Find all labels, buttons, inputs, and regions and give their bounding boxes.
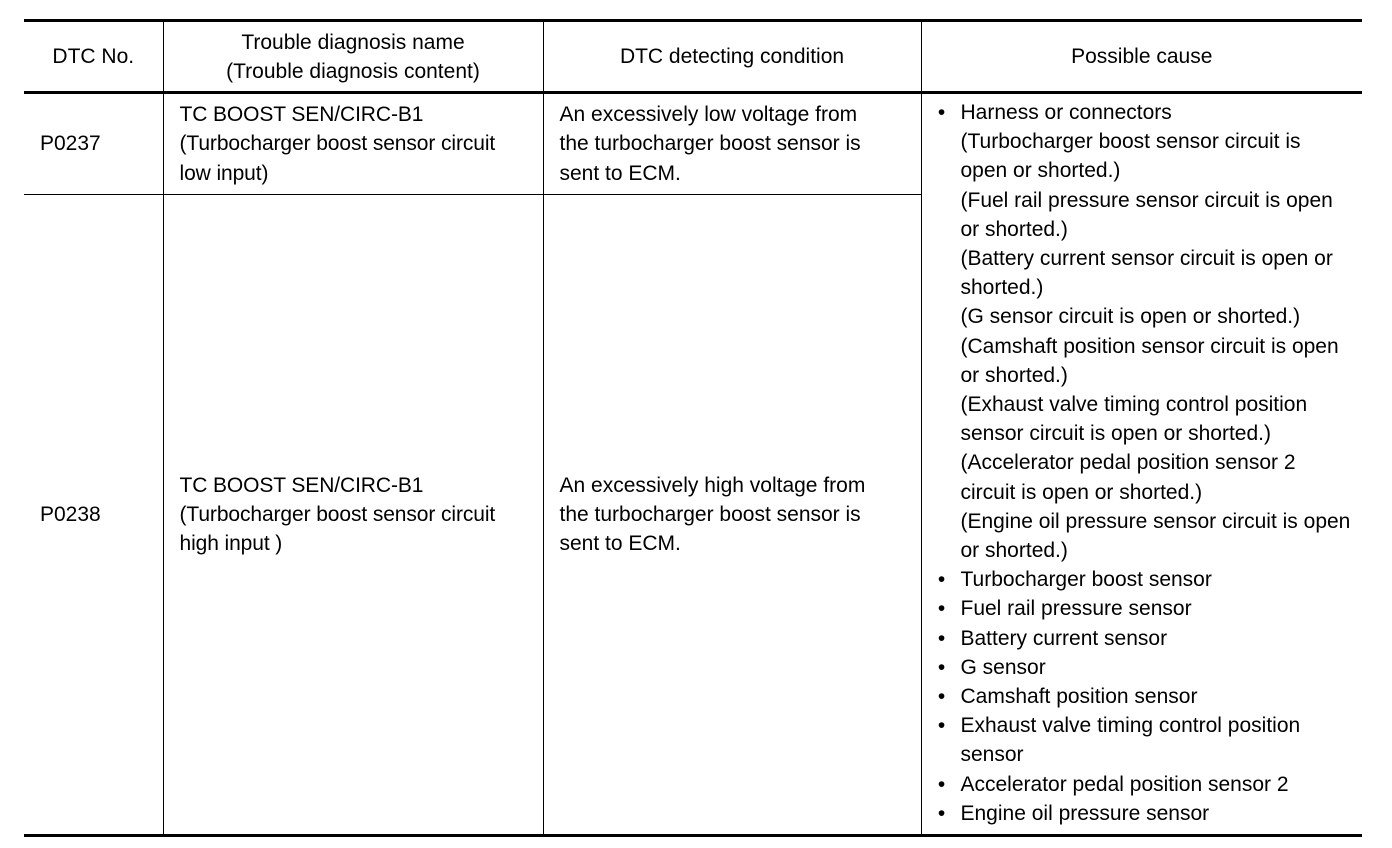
cause-label: Fuel rail pressure sensor [960, 597, 1192, 621]
condition-line: the turbocharger boost sensor is [559, 132, 861, 156]
cause-label: G sensor [960, 655, 1046, 679]
bullet-icon: • [937, 801, 946, 825]
bullet-icon: • [937, 655, 946, 679]
bullet-icon: • [937, 568, 946, 592]
harness-sub-item: (Fuel rail pressure sensor circuit is open or shorted.) [960, 188, 1333, 241]
header-detecting-condition: DTC detecting condition [543, 21, 921, 93]
header-name-line1: Trouble diagnosis name [241, 30, 465, 54]
dtc-code: P0237 [24, 93, 163, 195]
diagnosis-name [163, 93, 543, 195]
cause-item [936, 711, 1353, 769]
cause-item [936, 594, 1353, 623]
header-dtc-no: DTC No. [24, 21, 163, 93]
condition-line: An excessively low voltage from [559, 103, 858, 127]
cause-label: Battery current sensor [960, 626, 1168, 650]
cause-label: Camshaft position sensor [960, 685, 1198, 709]
cause-item [936, 624, 1353, 653]
table-header-row [24, 21, 1362, 93]
harness-sub-item: (Camshaft position sensor circuit is open or shorted.) [960, 334, 1339, 387]
cause-item [936, 565, 1353, 594]
diagnosis-name-line: (Turbocharger boost sensor circuit [179, 502, 496, 526]
cause-label: Accelerator pedal position sensor 2 [960, 772, 1289, 796]
detecting-condition [543, 195, 921, 836]
bullet-icon: • [937, 714, 946, 738]
bullet-icon: • [937, 597, 946, 621]
harness-sub-list [961, 127, 1353, 565]
cause-item [936, 682, 1353, 711]
cause-item [936, 653, 1353, 682]
cause-label: Exhaust valve timing control position sensor [960, 714, 1301, 767]
diagnosis-name-line: high input ) [179, 532, 283, 556]
harness-sub-item: (G sensor circuit is open or shorted.) [960, 305, 1301, 329]
cause-item [936, 799, 1353, 828]
bullet-icon: • [937, 685, 946, 709]
header-trouble-diagnosis-name [163, 21, 543, 93]
harness-sub-item: (Accelerator pedal position sensor 2 circuit is open or shorted.) [960, 451, 1296, 504]
cause-item-harness [936, 98, 1353, 565]
bullet-icon: • [937, 772, 946, 796]
condition-line: sent to ECM. [559, 532, 681, 556]
condition-line: An excessively high voltage from [559, 473, 866, 497]
detecting-condition [543, 93, 921, 195]
harness-sub-item: (Engine oil pressure sensor circuit is open or shorted.) [960, 509, 1351, 563]
diagnosis-name-line: TC BOOST SEN/CIRC-B1 [179, 473, 424, 497]
dtc-table [24, 19, 1362, 837]
dtc-code: P0238 [40, 502, 101, 526]
harness-sub-item: (Battery current sensor circuit is open or shorted.) [960, 247, 1333, 300]
table-row [24, 93, 1362, 195]
condition-line: sent to ECM. [559, 161, 681, 185]
diagnosis-name-line: (Turbocharger boost sensor circuit [179, 132, 496, 156]
cause-label: Engine oil pressure sensor [960, 801, 1210, 825]
cause-item [936, 770, 1353, 799]
bullet-icon: • [937, 101, 946, 124]
diagnosis-name-line: low input) [179, 161, 269, 185]
bullet-icon: • [937, 626, 946, 650]
cause-label: Turbocharger boost sensor [960, 568, 1212, 592]
header-name-line2: (Trouble diagnosis content) [226, 59, 480, 83]
harness-sub-item: (Exhaust valve timing control position sensor circuit is open or shorted.) [960, 393, 1308, 446]
condition-line: the turbocharger boost sensor is [559, 502, 861, 526]
header-possible-cause: Possible cause [921, 21, 1362, 93]
cause-label: Harness or connectors [960, 101, 1172, 124]
diagnosis-name [163, 195, 543, 836]
diagnosis-name-line: TC BOOST SEN/CIRC-B1 [179, 103, 424, 127]
cause-list [936, 98, 1353, 828]
harness-sub-item: (Turbocharger boost sensor circuit is open or shorted.) [960, 130, 1301, 183]
possible-cause-cell [921, 93, 1362, 836]
